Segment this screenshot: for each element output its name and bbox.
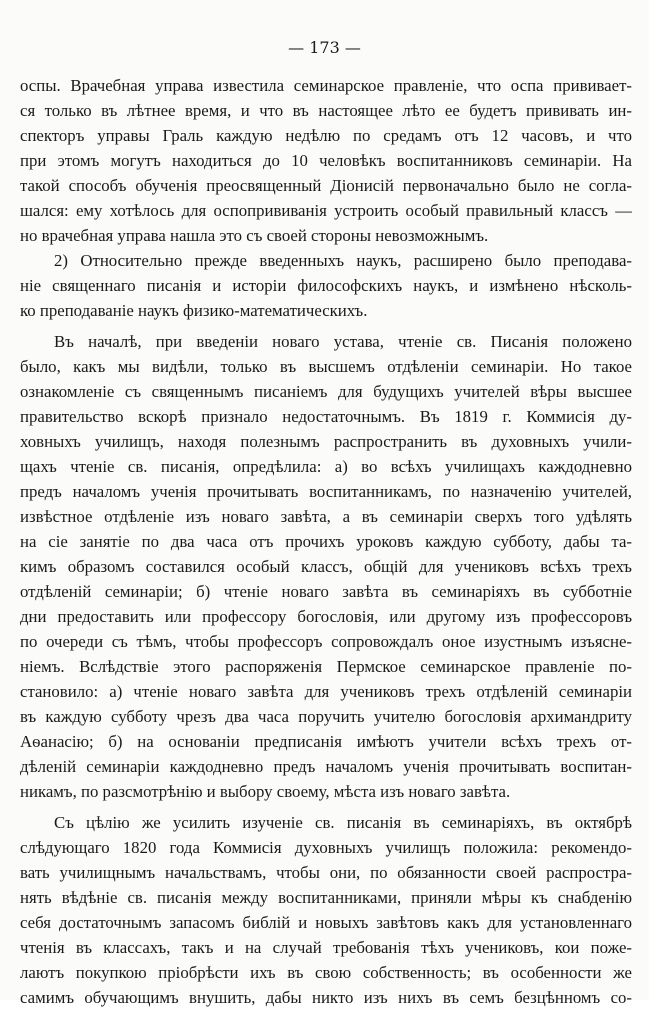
text-line: было, какъ мы видѣли, только въ высшемъ отдѣленіи семинаріи. Но такое — [20, 357, 632, 376]
text-line: Въ началѣ, при введеніи новаго устава, чтеніе св. Писанія положено — [54, 332, 632, 351]
text-line: оспы. Врачебная управа известила семинарское правленіе, что оспа прививает- — [20, 76, 632, 95]
text-line: дѣленій семинаріи каждодневно предъ началомъ ученія прочитывать воспитан- — [20, 757, 632, 776]
text-line: Аѳанасію; б) на основаніи предписанія имѣютъ учители всѣхъ трехъ от- — [20, 732, 632, 751]
text-line: нять вѣдѣніе св. писанія между воспитанниками, приняли мѣры къ снабденію — [20, 888, 632, 907]
paragraph-1 — [20, 73, 632, 248]
paragraph-3 — [20, 329, 632, 804]
text-line: слѣдующаго 1820 года Коммисія духовныхъ училищъ положила: рекомендо- — [20, 838, 632, 857]
text-line: ніемъ. Вслѣдствіе этого распоряженія Пермское семинарское правленіе по- — [20, 657, 632, 676]
text-line: такой способъ обученія преосвященный Діонисій первоначально было не согла- — [20, 176, 632, 195]
paragraph-4 — [20, 810, 632, 1010]
text-line: спекторъ управы Граль каждую недѣлю по средамъ отъ 12 часовъ, и что — [20, 126, 632, 145]
text-line: щахъ чтеніе св. писанія, опредѣлила: а) во всѣхъ училищахъ каждодневно — [20, 457, 632, 476]
text-line: самимъ обучающимъ внушить, дабы никто изъ нихъ въ семъ безцѣнномъ со- — [20, 988, 632, 1007]
body-text — [20, 73, 632, 1010]
paragraph-2 — [20, 248, 632, 323]
text-line: извѣстное отдѣленіе изъ новаго завѣта, а въ семинаріи сверхъ того удѣлять — [20, 507, 632, 526]
text-line: на сіе занятіе по два часа отъ прочихъ уроковъ каждую субботу, дабы та- — [20, 532, 632, 551]
text-line: предъ началомъ ученія прочитывать воспитанникамъ, по назначенію учителей, — [20, 482, 632, 501]
text-line: ся только въ лѣтнее время, и что въ настоящее лѣто ее будетъ прививать ин- — [20, 101, 632, 120]
text-line: себя достаточнымъ запасомъ библій и новыхъ завѣтовъ какъ для установленнаго — [20, 913, 632, 932]
text-line: становило: а) чтеніе новаго завѣта для учениковъ трехъ отдѣленій семинаріи — [20, 682, 632, 701]
text-line: ознакомленіе съ священнымъ писаніемъ для будущихъ учителей вѣры высшее — [20, 382, 632, 401]
text-line: ховныхъ училищъ, находя полезнымъ распространить въ духовныхъ учили- — [20, 432, 632, 451]
text-line: кимъ образомъ составился особый классъ, общій для учениковъ всѣхъ трехъ — [20, 557, 632, 576]
text-line: 2) Относительно прежде введенныхъ наукъ, расширено было преподава- — [54, 251, 632, 270]
text-line: шался: ему хотѣлось для оспопрививанія устроить особый правильный классъ — — [20, 201, 632, 220]
text-line: лаютъ покупкою пріобрѣсти ихъ въ свою собственность; въ особенности же — [20, 963, 632, 982]
text-line: дни предоставить или профессору богословія, или другому изъ профессоровъ — [20, 607, 632, 626]
text-line: по очереди съ тѣмъ, чтобы профессоръ сопровождалъ оное изустнымъ изъясне- — [20, 632, 632, 651]
text-line: вать училищнымъ начальствамъ, чтобы они, по обязанности своей распростра- — [20, 863, 632, 882]
text-line: никамъ, по разсмотрѣнію и выбору своему, мѣста изъ новаго завѣта. — [20, 782, 511, 801]
text-line: правительство вскорѣ признало недостаточнымъ. Въ 1819 г. Коммисія ду- — [20, 407, 632, 426]
text-line: Съ цѣлію же усилить изученіе св. писанія въ семинаріяхъ, въ октябрѣ — [54, 813, 632, 832]
page-number: — 173 — — [288, 38, 361, 57]
text-line: но врачебная управа нашла это съ своей стороны невозможнымъ. — [20, 226, 489, 245]
text-line: въ каждую субботу чрезъ два часа поручить учителю богословія архимандриту — [20, 707, 632, 726]
text-line: чтенія въ классахъ, такъ и на случай требованія тѣхъ учениковъ, кои поже- — [20, 938, 632, 957]
text-line: ко преподаваніе наукъ физико-математическихъ. — [20, 301, 368, 320]
text-line: отдѣленій семинаріи; б) чтеніе новаго завѣта въ семинаріяхъ въ субботніе — [20, 582, 632, 601]
text-line: при этомъ могутъ находиться до 10 человѣкъ воспитанниковъ семинаріи. На — [20, 151, 632, 170]
text-line: ніе священнаго писанія и исторіи философскихъ наукъ, и измѣнено нѣсколь- — [20, 276, 632, 295]
